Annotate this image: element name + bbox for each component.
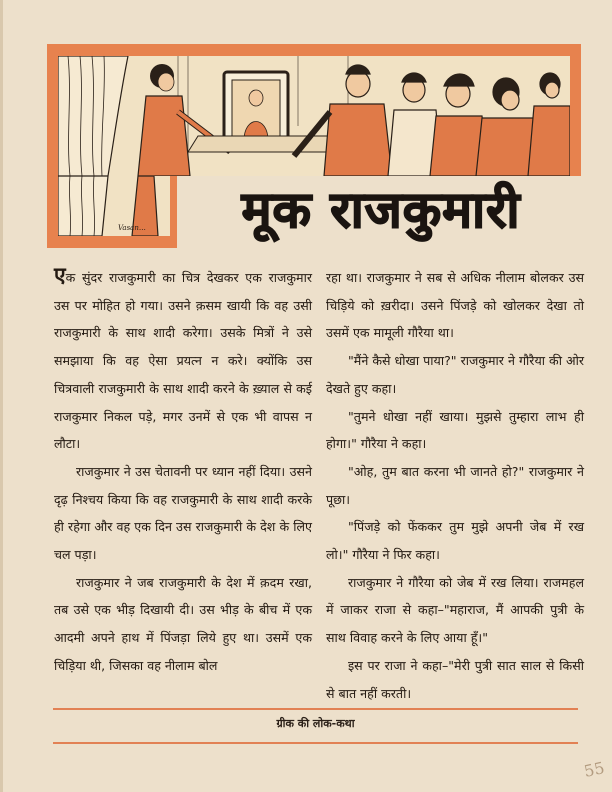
dropcap-letter: ए (54, 262, 66, 287)
paragraph: "तुमने धोखा नहीं खाया। मुझसे तुम्हारा लाभ ही होगा।" गौरैया ने कहा। (326, 408, 584, 452)
illustration-curtain-icon (58, 176, 170, 236)
paragraph: इस पर राजा ने कहा–"मेरी पुत्री सात साल से किसी से बात नहीं करती। (326, 657, 584, 701)
story-illustration-icon (58, 56, 570, 176)
story-illustration (58, 56, 570, 176)
paragraph: राजकुमार ने उस चेतावनी पर ध्यान नहीं दिया। उसने दृढ़ निश्चय किया कि वह राजकुमारी के साथ शादी करके ही रहेगा और वह एक दिन उस राजकुमारी के देश के लिए चल पड़ा। (54, 463, 312, 563)
right-column (326, 264, 584, 707)
paragraph: राजकुमार ने गौरैया को जेब में रख लिया। राजमहल में जाकर राजा से कहा–"महाराज, मैं आपकी पुत्री के साथ विवाह करने के लिए आया हूँ।" (326, 574, 584, 646)
paragraph: राजकुमार ने जब राजकुमारी के देश में क़दम रखा, तब उसे एक भीड़ दिखायी दी। उस भीड़ के बीच में एक आदमी अपने हाथ में पिंजड़ा लिये हुए था। उसमें एक चिड़िया थी, जिसका वह नीलाम बोल (54, 574, 312, 673)
artist-signature: Vasan… (118, 224, 146, 232)
page-number: 55 (582, 758, 607, 781)
footer-rule-bottom (53, 742, 578, 744)
left-column (54, 264, 312, 680)
story-illustration-lower (58, 176, 170, 236)
paragraph: "पिंजड़े को फेंककर तुम मुझे अपनी जेब में रख लो।" गौरैया ने फिर कहा। (326, 519, 584, 563)
paragraph: रहा था। राजकुमार ने सब से अधिक नीलाम बोलकर उस चिड़िये को ख़रीदा। उसने पिंजड़े को खोलकर देखा तो उसमें एक मामूली गौरैया था। (326, 270, 584, 341)
footer-source: ग्रीक की लोक-कथा (276, 717, 355, 730)
footer-rule-top (53, 708, 578, 710)
paragraph: "मैंने कैसे धोखा पाया?" राजकुमार ने गौरैया की ओर देखते हुए कहा। (326, 353, 584, 396)
story-title: मूक राजकुमारी (241, 180, 521, 239)
paragraph: "ओह, तुम बात करना भी जानते हो?" राजकुमार ने पूछा। (326, 463, 584, 507)
paragraph: एक सुंदर राजकुमारी का चित्र देखकर एक राजकुमार उस पर मोहित हो गया। उसने क़सम खायी कि वह उसी राजकुमारी के साथ शादी करेगा। उसके मित्रों ने उसे समझाया कि वह ऐसा प्रयत्न न करे। क्योंकि उस चित्रवाली राजकुमारी के साथ शादी करने के ख़्याल से कई राजकुमार निकल पड़े, मगर उनमें से एक भी वापस न लौटा। (54, 262, 312, 452)
